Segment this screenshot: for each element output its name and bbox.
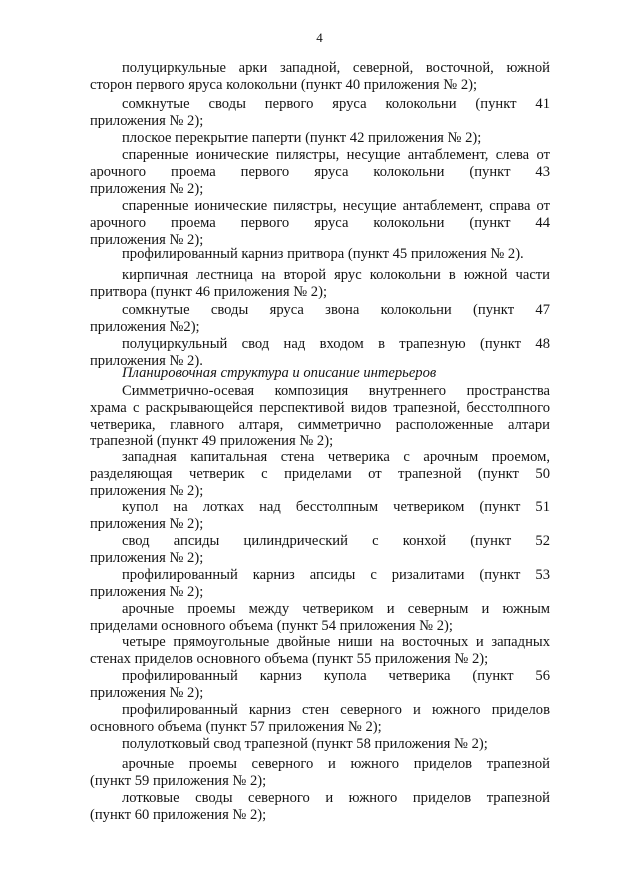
text-line: Симметрично-осевая композиция внутреннего пространства bbox=[122, 383, 550, 399]
text-line: приложения № 2); bbox=[90, 180, 204, 197]
paragraph bbox=[90, 668, 550, 702]
text-line: арочного проема первого яруса колокольни (пункт 43 bbox=[90, 163, 550, 180]
text-line: трапезной (пункт 49 приложения № 2); bbox=[90, 433, 334, 450]
text-line: профилированный карниз притвора (пункт 45 приложения № 2). bbox=[122, 246, 524, 262]
text-line: полуциркульный свод над входом в трапезную (пункт 48 bbox=[122, 336, 550, 352]
paragraph bbox=[90, 130, 550, 147]
text-line: плоское перекрытие паперти (пункт 42 приложения № 2); bbox=[122, 130, 482, 146]
paragraph bbox=[90, 756, 550, 790]
text-line: лотковые своды северного и южного приделов трапезной bbox=[122, 790, 550, 806]
paragraph bbox=[90, 302, 550, 336]
text-line: разделяющая четверик с приделами от трапезной (пункт 50 bbox=[90, 465, 550, 482]
text-line: арочные проемы северного и южного приделов трапезной bbox=[122, 756, 550, 772]
text-line: приложения № 2); bbox=[90, 482, 204, 499]
paragraph bbox=[90, 736, 550, 753]
text-line: четыре прямоугольные двойные ниши на восточных и западных bbox=[122, 634, 550, 650]
text-line: профилированный карниз стен северного и южного приделов bbox=[122, 702, 550, 718]
text-line: приложения №2); bbox=[90, 318, 200, 335]
paragraph bbox=[90, 601, 550, 635]
paragraph bbox=[90, 60, 550, 94]
text-line: профилированный карниз купола четверика (пункт 56 bbox=[122, 668, 550, 684]
text-line: арочные проемы между четвериком и северным и южным bbox=[122, 601, 550, 617]
text-line: западная капитальная стена четверика с арочным проемом, bbox=[122, 449, 550, 465]
text-line: стенах приделов основного объема (пункт 55 приложения № 2); bbox=[90, 650, 489, 667]
text-line: (пункт 60 приложения № 2); bbox=[90, 806, 267, 823]
text-line: приложения № 2); bbox=[90, 112, 204, 129]
text-line: кирпичная лестница на второй ярус колокольни в южной части bbox=[122, 267, 550, 283]
text-line: арочного проема первого яруса колокольни (пункт 44 bbox=[90, 214, 550, 231]
text-line: купол на лотках над бесстолпным четвериком (пункт 51 bbox=[122, 499, 550, 515]
text-line: основного объема (пункт 57 приложения № 2); bbox=[90, 718, 382, 735]
paragraph bbox=[90, 198, 550, 248]
paragraph bbox=[90, 702, 550, 736]
text-line: приложения № 2); bbox=[90, 549, 204, 566]
paragraph bbox=[90, 383, 550, 450]
section-heading: Планировочная структура и описание интерьеров bbox=[122, 365, 437, 381]
text-line: четверика, главного алтаря, симметрично расположенные алтари bbox=[90, 416, 550, 433]
text-line: свод апсиды цилиндрический с конхой (пункт 52 bbox=[122, 533, 550, 549]
text-line: приложения № 2). bbox=[90, 352, 203, 369]
page-number: 4 bbox=[316, 30, 323, 45]
text-line: спаренные ионические пилястры, несущие антаблемент, справа от bbox=[122, 198, 550, 214]
text-line: сторон первого яруса колокольни (пункт 40 приложения № 2); bbox=[90, 76, 478, 93]
text-line: полуциркульные арки западной, северной, восточной, южной bbox=[122, 60, 550, 76]
text-line: притвора (пункт 46 приложения № 2); bbox=[90, 283, 328, 300]
paragraph bbox=[90, 449, 550, 499]
paragraph bbox=[90, 96, 550, 130]
paragraph bbox=[90, 533, 550, 567]
paragraph bbox=[90, 147, 550, 197]
text-line: сомкнутые своды яруса звона колокольни (пункт 47 bbox=[122, 302, 550, 318]
text-line: (пункт 59 приложения № 2); bbox=[90, 772, 267, 789]
text-line: приделами основного объема (пункт 54 приложения № 2); bbox=[90, 617, 453, 634]
paragraph bbox=[90, 246, 550, 263]
paragraph bbox=[90, 267, 550, 301]
paragraph bbox=[90, 634, 550, 668]
text-line: полулотковый свод трапезной (пункт 58 приложения № 2); bbox=[122, 736, 488, 752]
paragraph bbox=[90, 499, 550, 533]
text-line: приложения № 2); bbox=[90, 515, 204, 532]
text-line: приложения № 2); bbox=[90, 583, 204, 600]
text-line: профилированный карниз апсиды с ризалитами (пункт 53 bbox=[122, 567, 550, 583]
text-line: сомкнутые своды первого яруса колокольни (пункт 41 bbox=[122, 96, 550, 112]
text-line: приложения № 2); bbox=[90, 231, 204, 248]
paragraph bbox=[90, 790, 550, 824]
text-line: храма с раскрывающейся перспективой видов трапезной, бесстолпного bbox=[90, 399, 550, 416]
paragraph bbox=[90, 567, 550, 601]
text-line: спаренные ионические пилястры, несущие антаблемент, слева от bbox=[122, 147, 550, 163]
text-line: приложения № 2); bbox=[90, 684, 204, 701]
